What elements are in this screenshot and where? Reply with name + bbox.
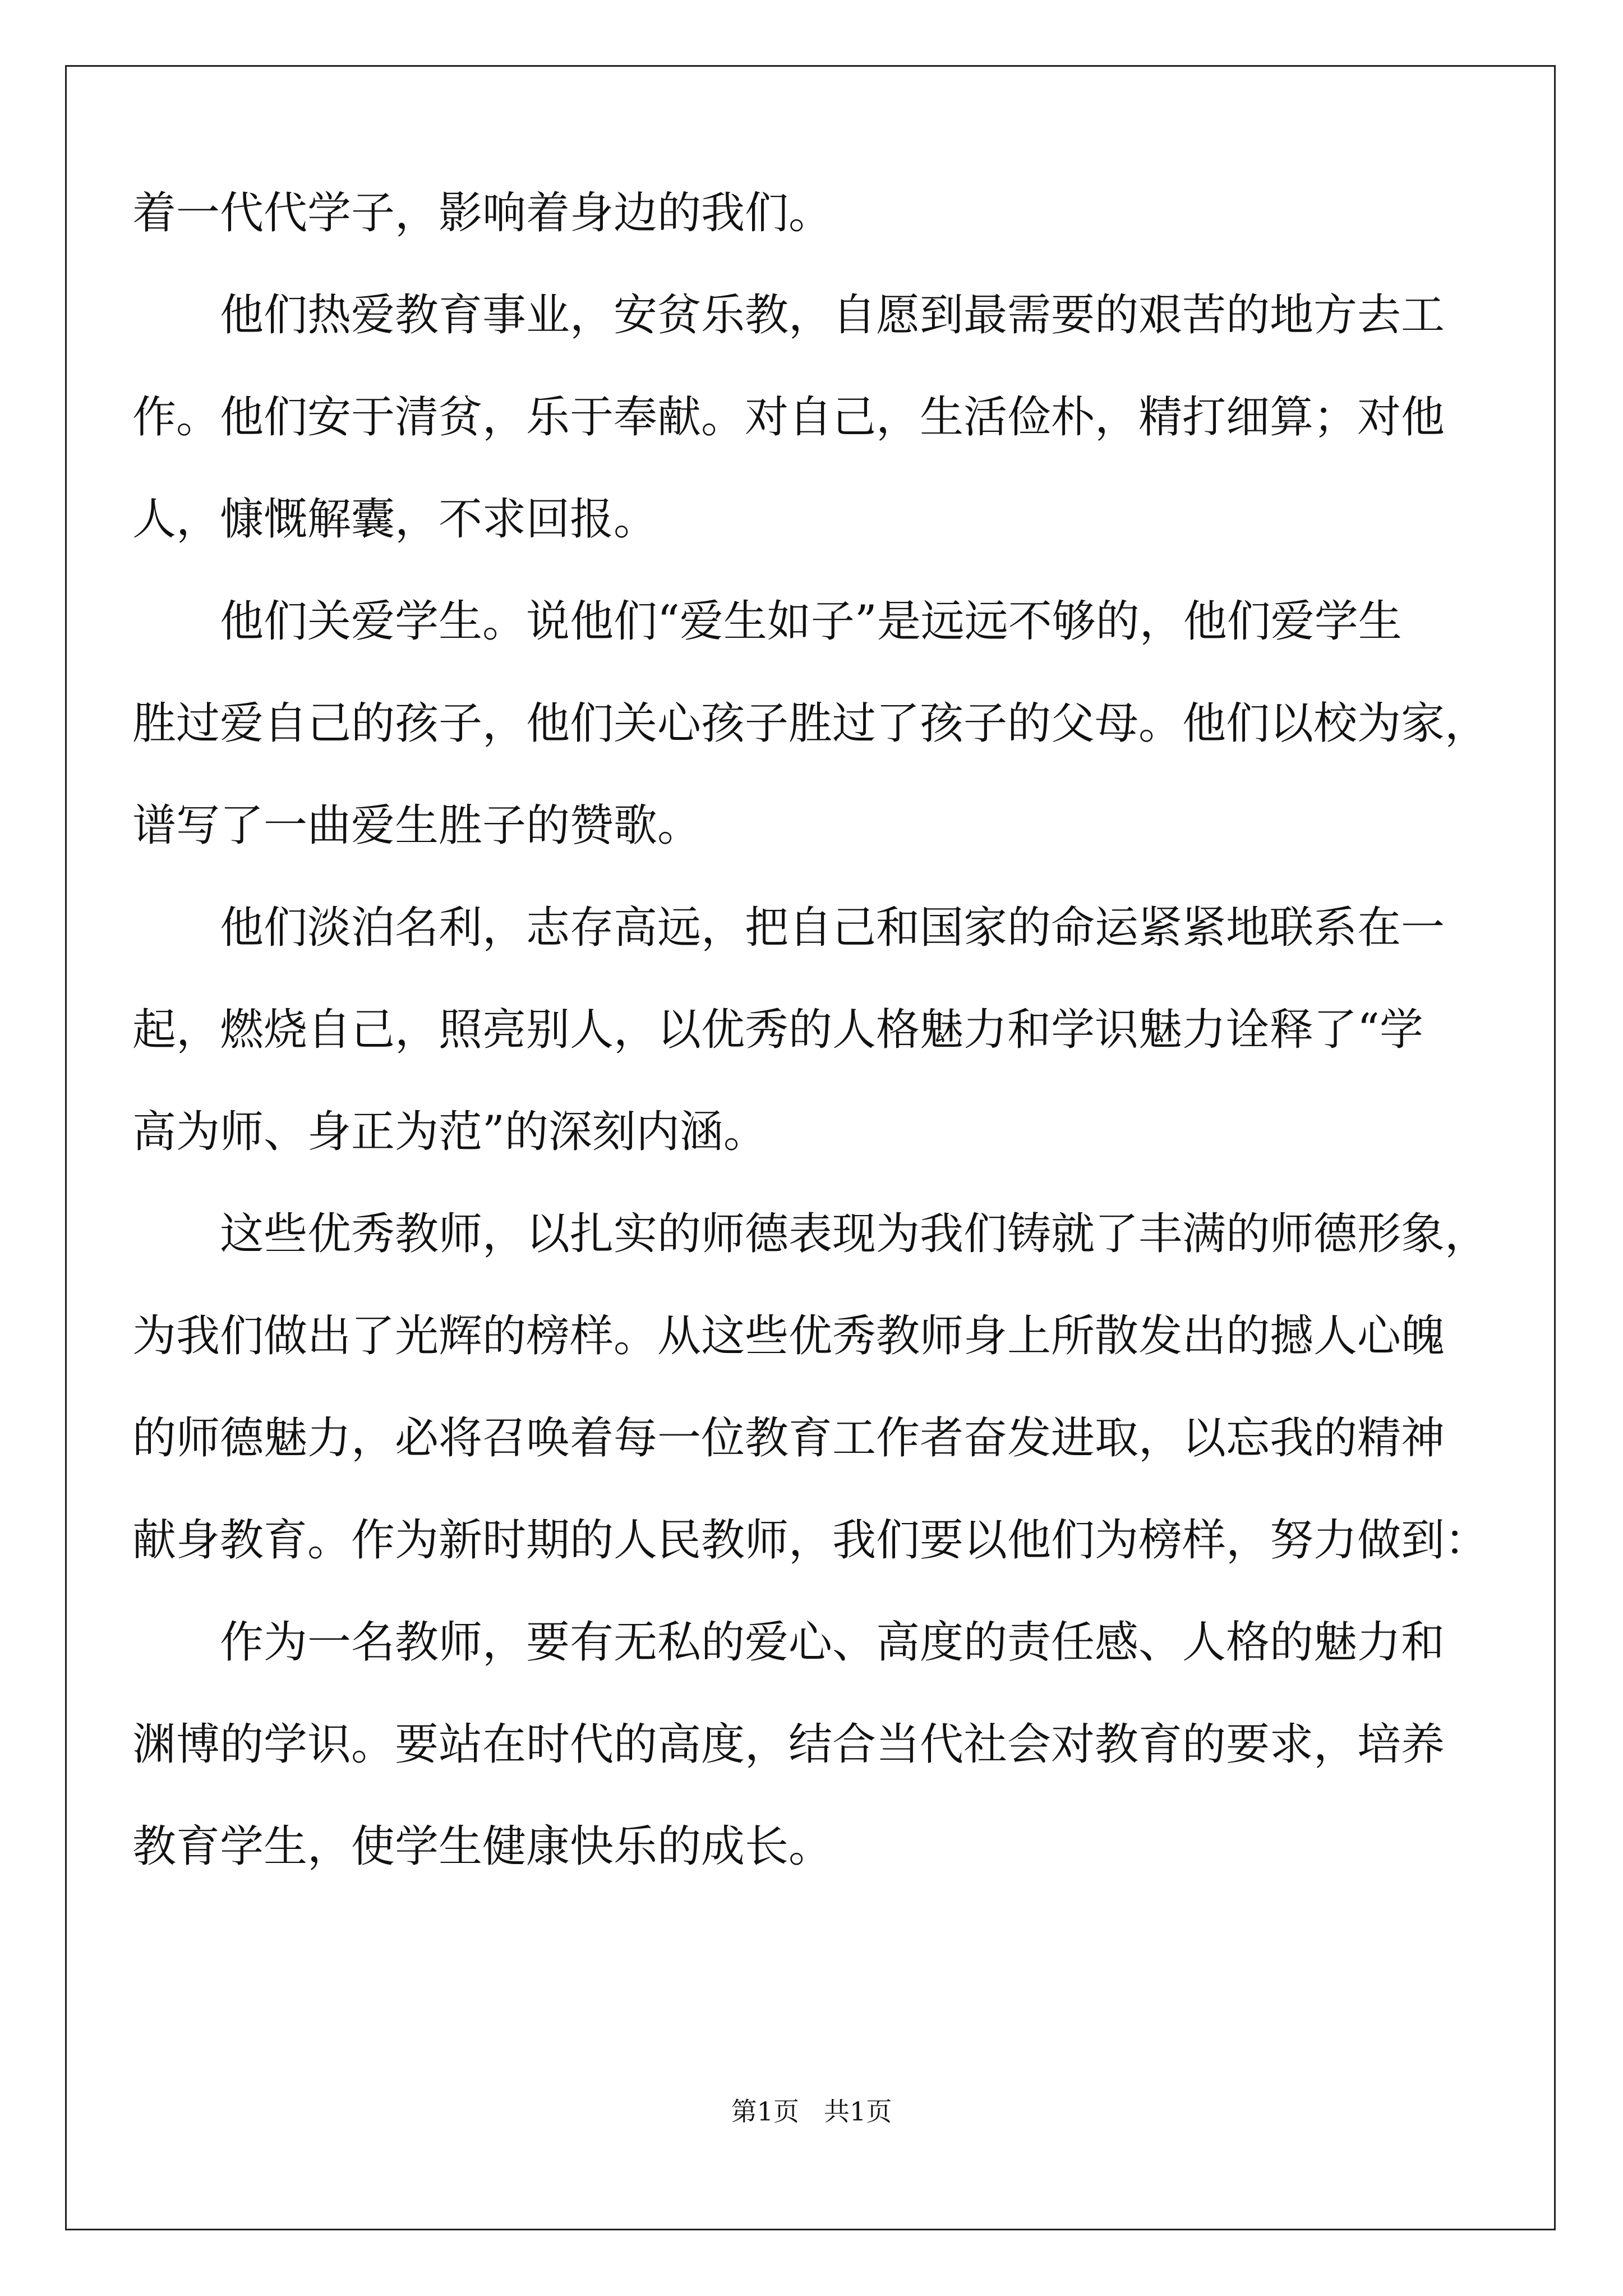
text-line: 作。他们安于清贫，乐于奉献。对自己，生活俭朴，精打细算；对他 [132,392,1445,443]
text-line: 渊博的学识。要站在时代的高度，结合当代社会对教育的要求，培养 [132,1719,1445,1770]
text-line: 起，燃烧自己，照亮别人，以优秀的人格魅力和学识魅力诠释了“学 [132,1005,1423,1055]
text-line: 他们热爱教育事业，安贫乐教，自愿到最需要的艰苦的地方去工 [132,290,1445,341]
text-line: 人，慷慨解囊，不求回报。 [132,494,658,545]
page-footer [0,2091,1623,2128]
text-line: 教育学生，使学生健康快乐的成长。 [132,1821,833,1872]
text-line: 着一代代学子，影响着身边的我们。 [132,188,833,238]
page-number: 第1页 [731,2096,800,2127]
text-line: 高为师、身正为范”的深刻内涵。 [132,1107,767,1157]
text-line: 献身教育。作为新时期的人民教师，我们要以他们为榜样，努力做到： [132,1515,1489,1566]
page-total: 共1页 [823,2096,892,2127]
text-line: 的师德魅力，必将召唤着每一位教育工作者奋发进取，以忘我的精神 [132,1413,1445,1464]
text-line: 作为一名教师，要有无私的爱心、高度的责任感、人格的魅力和 [132,1617,1445,1668]
text-line: 这些优秀教师，以扎实的师德表现为我们铸就了丰满的师德形象， [132,1209,1489,1259]
text-line: 为我们做出了光辉的榜样。从这些优秀教师身上所散发出的撼人心魄 [132,1311,1445,1361]
text-line: 谱写了一曲爱生胜子的赞歌。 [132,800,702,851]
text-line: 他们关爱学生。说他们“爱生如子”是远远不够的，他们爱学生 [132,596,1402,647]
text-line: 胜过爱自己的孩子，他们关心孩子胜过了孩子的父母。他们以校为家， [132,698,1489,749]
text-line: 他们淡泊名利，志存高远，把自己和国家的命运紧紧地联系在一 [132,903,1445,953]
